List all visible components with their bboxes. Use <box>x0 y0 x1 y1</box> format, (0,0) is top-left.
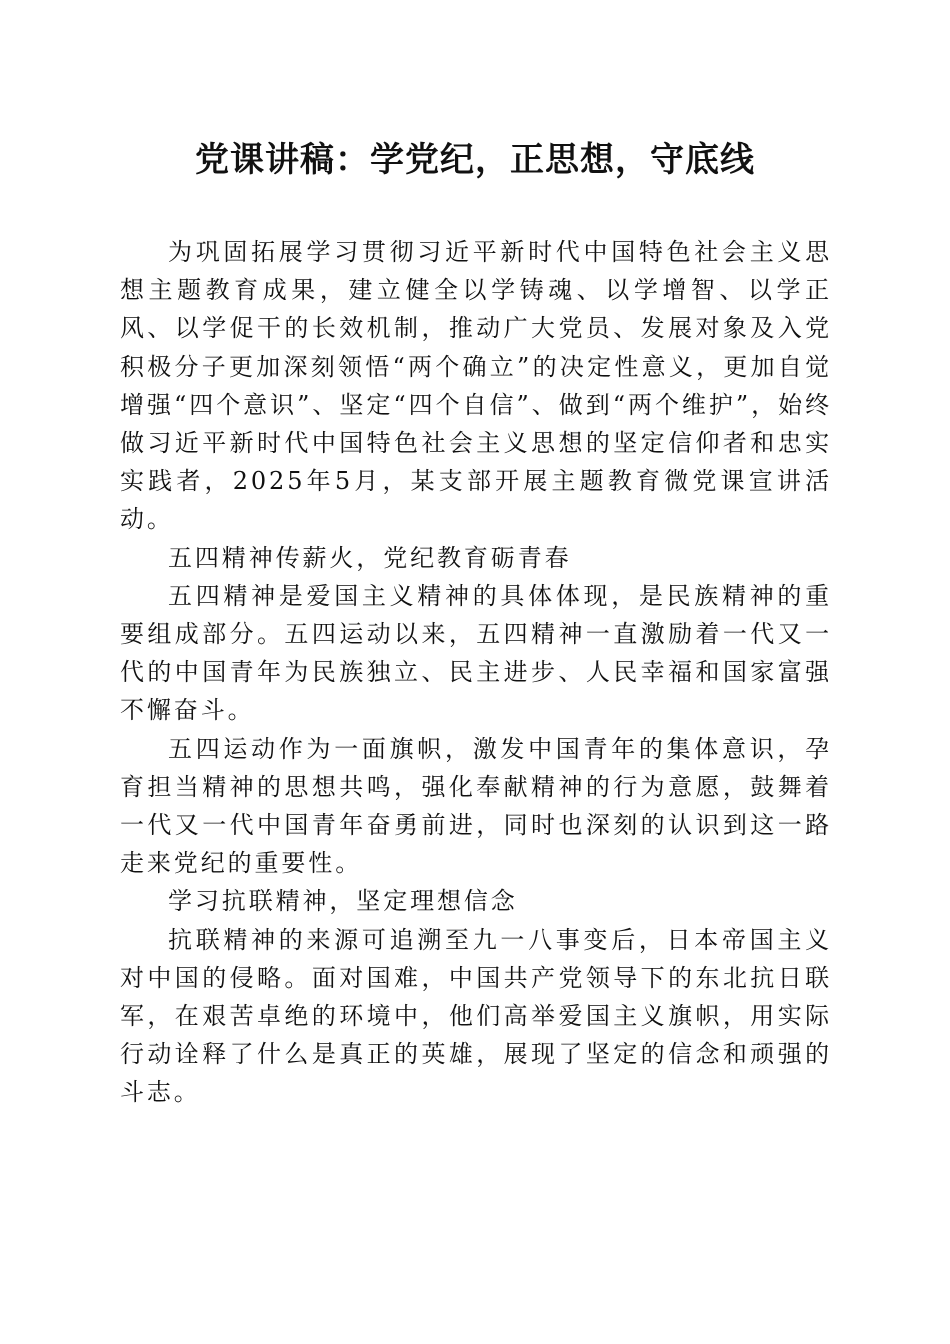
section-heading-wusi: 五四精神传薪火，党纪教育砺青春 <box>168 543 572 572</box>
document-body <box>120 233 832 1112</box>
paragraph-intro: 为巩固拓展学习贯彻习近平新时代中国特色社会主义思想主题教育成果，建立健全以学铸魂、以学增智、以学正风、以学促干的长效机制，推动广大党员、发展对象及入党积极分子更加深刻领悟“两个确立”的决定性意义，更加自觉增强“四个意识”、坚定“四个自信”、做到“两个维护”，始终做习近平新时代中国特色社会主义思想的坚定信仰者和忠实实践者，2025年5月，某支部开展主题教育微党课宣讲活动。 <box>120 238 832 534</box>
section-heading-kanglian: 学习抗联精神，坚定理想信念 <box>168 887 518 916</box>
document-title: 党课讲稿：学党纪，正思想，守底线 <box>195 140 755 180</box>
paragraph-wusi-spirit: 五四精神是爱国主义精神的具体体现，是民族精神的重要组成部分。五四运动以来，五四精神一直激励着一代又一代的中国青年为民族独立、民主进步、人民幸福和国家富强不懈奋斗。 <box>120 581 832 725</box>
paragraph-kanglian-spirit: 抗联精神的来源可追溯至九一八事变后，日本帝国主义对中国的侵略。面对国难，中国共产党领导下的东北抗日联军，在艰苦卓绝的环境中，他们高举爱国主义旗帜，用实际行动诠释了什么是真正的英雄，展现了坚定的信念和顽强的斗志。 <box>120 925 832 1107</box>
paragraph-wusi-movement: 五四运动作为一面旗帜，激发中国青年的集体意识，孕育担当精神的思想共鸣，强化奉献精神的行为意愿，鼓舞着一代又一代中国青年奋勇前进，同时也深刻的认识到这一路走来党纪的重要性。 <box>120 734 832 878</box>
